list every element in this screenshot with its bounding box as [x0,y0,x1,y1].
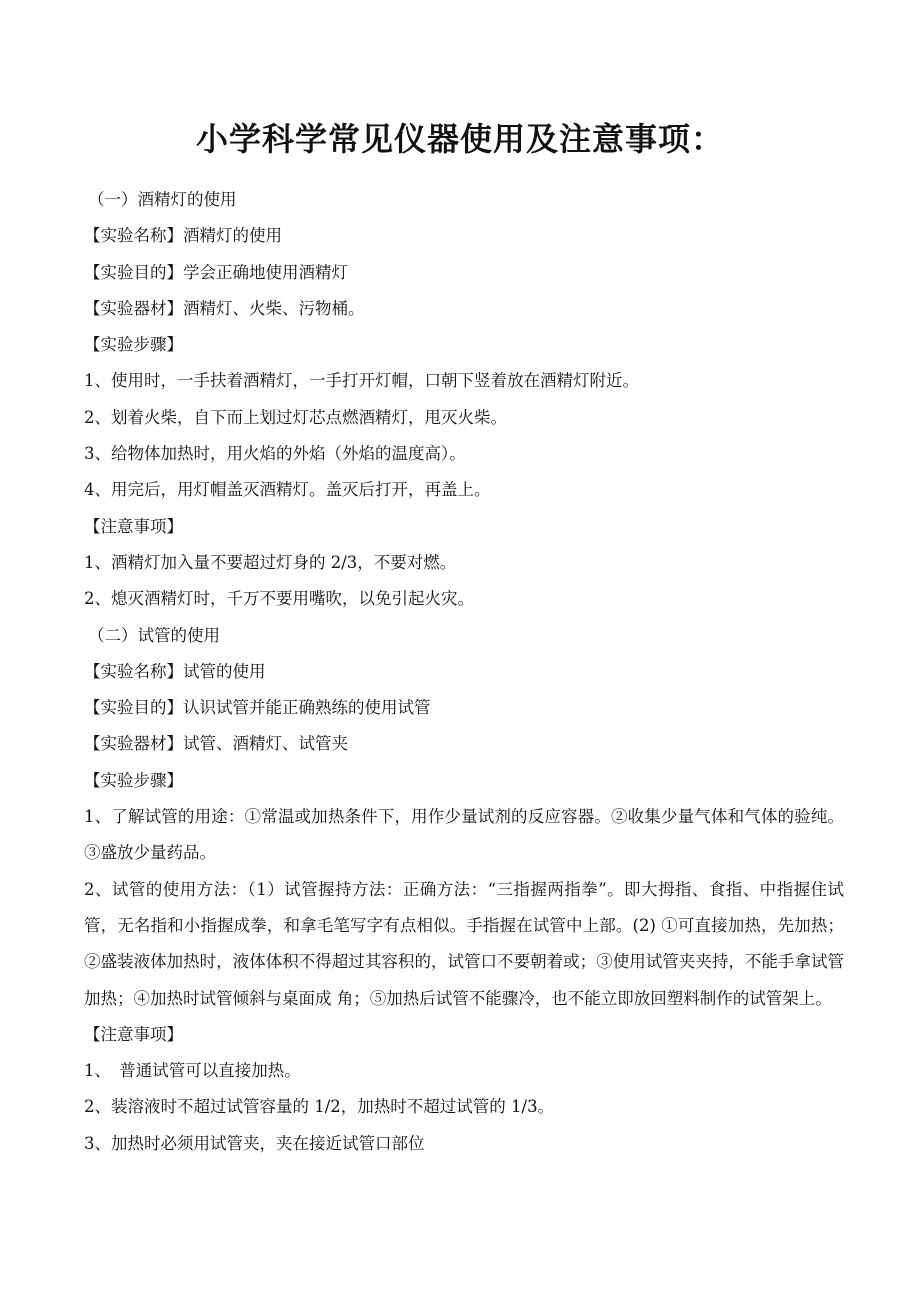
step-item: 4、用完后，用灯帽盖灭酒精灯。盖灭后打开，再盖上。 [84,480,491,500]
note-item: 2、熄灭酒精灯时，千万不要用嘴吹，以免引起火灾。 [84,589,474,609]
experiment-purpose: 【实验目的】学会正确地使用酒精灯 [84,262,348,282]
step-item: 1、使用时，一手扶着酒精灯，一手打开灯帽，口朝下竖着放在酒精灯附近。 [84,371,639,391]
section-heading-test-tube: （二）试管的使用 [88,625,220,645]
experiment-name: 【实验名称】试管的使用 [84,661,266,681]
note-item: 1、 普通试管可以直接加热。 [84,1061,301,1081]
steps-heading: 【实验步骤】 [84,335,183,355]
page-title: 小学科学常见仪器使用及注意事项： [195,120,724,158]
experiment-name: 【实验名称】酒精灯的使用 [84,226,282,246]
step-item: 3、给物体加热时，用火焰的外焰（外焰的温度高）。 [84,444,466,464]
note-item: 1、酒精灯加入量不要超过灯身的 2/3，不要对燃。 [84,552,457,572]
experiment-purpose: 【实验目的】认识试管并能正确熟练的使用试管 [84,698,431,718]
note-item: 3、加热时必须用试管夹，夹在接近试管口部位 [84,1133,425,1153]
step-item: 1、了解试管的用途：①常温或加热条件下，用作少量试剂的反应容器。②收集少量气体和气体的验纯。③盛放少量药品。 [84,807,844,863]
steps-heading: 【实验步骤】 [84,770,183,790]
step-item: 2、试管的使用方法：（1）试管握持方法：正确方法：“三指握两指拳”。即大拇指、食指、中指握住试管，无名指和小指握成拳，和拿毛笔写字有点相似。手指握在试管中上部。(2) ①可直接加热，先加热；②盛装液体加热时，液体体积不得超过其容积的，试管口不要朝着或；③使用试管夹夹持，不能手拿试管加热；④加热时试管倾斜与桌面成 角；⑤加热后试管不能骤冷，也不能立即放回塑料制作的试管架上。 [84,879,844,1008]
notes-heading: 【注意事项】 [84,516,183,536]
experiment-materials: 【实验器材】酒精灯、火柴、污物桶。 [84,298,365,318]
step-item: 2、划着火柴，自下而上划过灯芯点燃酒精灯，甩灭火柴。 [84,407,507,427]
document-body [84,182,844,1162]
note-item: 2、装溶液时不超过试管容量的 1/2，加热时不超过试管的 1/3。 [84,1097,555,1117]
experiment-materials: 【实验器材】试管、酒精灯、试管夹 [84,734,348,754]
section-heading-alcohol-lamp: （一）酒精灯的使用 [88,190,237,209]
notes-heading: 【注意事项】 [84,1024,183,1044]
